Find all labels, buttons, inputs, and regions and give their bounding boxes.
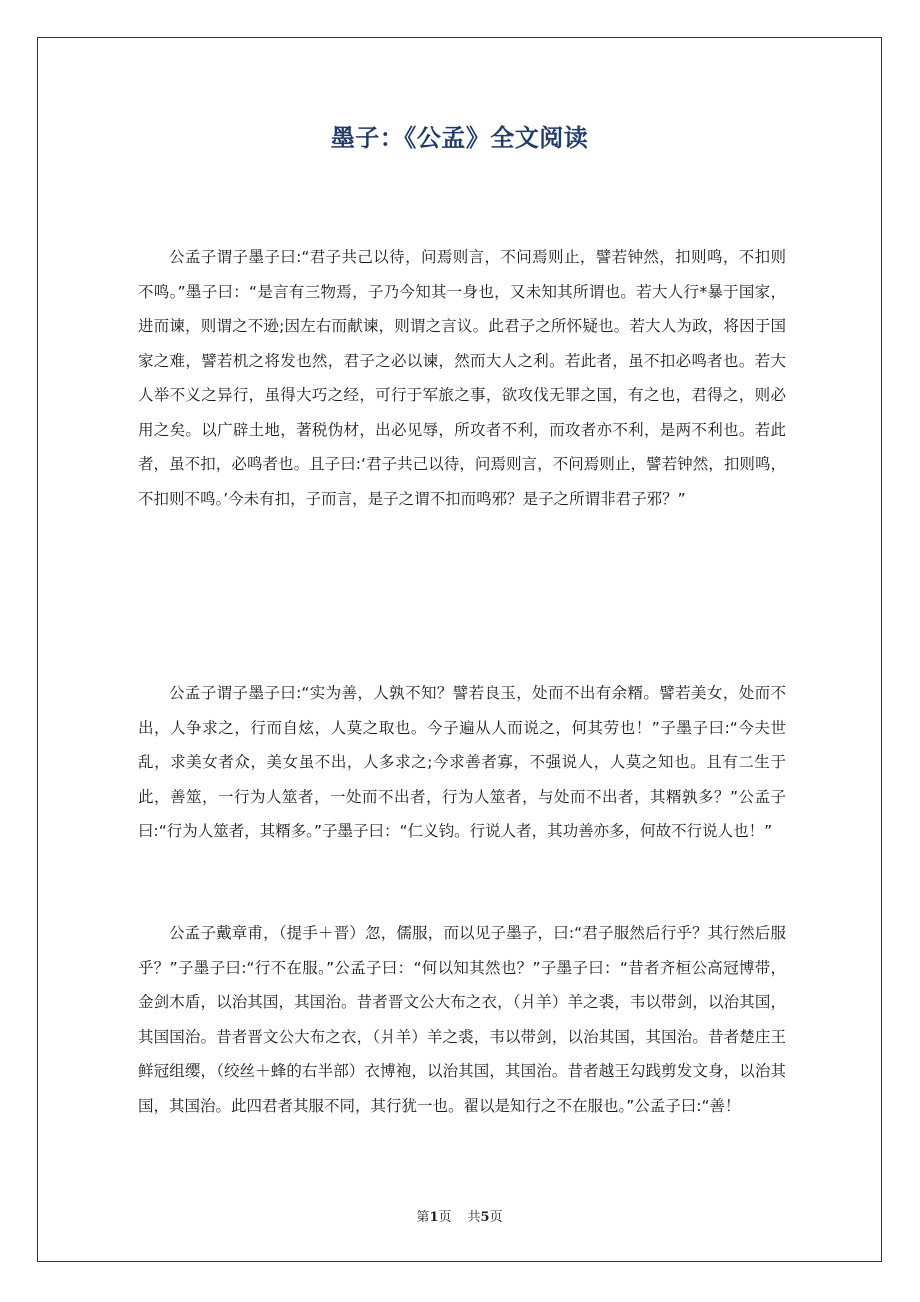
total-label-prefix: 共 <box>467 1210 481 1225</box>
paragraph: 公孟子谓子墨子曰:“君子共己以待，问焉则言，不问焉则止，譬若钟然，扣则鸣，不扣则不鸣。”墨子曰：“是言有三物焉，子乃今知其一身也，又未知其所谓也。若大人行*暴于国家，进而谏，则谓之不逊;因左右而献谏，则谓之言议。此君子之所怀疑也。若大人为政，将因于国家之难，譬若机之将发也然，君子之必以谏，然而大人之利。若此者，虽不扣必鸣者也。若大人举不义之异行，虽得大巧之经，可行于军旅之事，欲攻伐无罪之国，有之也，君得之，则必用之矣。以广辟土地，著税伪材，出必见辱，所攻者不利，而攻者亦不利，是两不利也。若此者，虽不扣，必鸣者也。且子曰:‘君子共己以待，问焉则言，不问焉则止，譬若钟然，扣则鸣，不扣则不鸣。’今未有扣，子而言，是子之谓不扣而鸣邪？是子之所谓非君子邪？” <box>138 248 786 508</box>
paragraph-block-3 <box>138 916 786 1123</box>
total-pages-number: 5 <box>480 1210 490 1225</box>
paragraph: 公孟子谓子墨子曰:“实为善，人孰不知？譬若良玉，处而不出有余糈。譬若美女，处而不出，人争求之，行而自炫，人莫之取也。今子遍从人而说之，何其劳也！”子墨子曰:“今夫世乱，求美女者众，美女虽不出，人多求之;今求善者寡，不强说人，人莫之知也。且有二生于此，善筮，一行为人筮者，一处而不出者，行为人筮者，与处而不出者，其糈孰多？”公孟子曰:“行为人筮者，其糈多。”子墨子曰：“仁义钧。行说人者，其功善亦多，何故不行说人也！” <box>138 684 786 840</box>
total-label-suffix: 页 <box>489 1210 503 1225</box>
document-title: 墨子：《公孟》全文阅读 <box>330 124 589 152</box>
paragraph-block-1 <box>138 240 786 516</box>
paragraph: 公孟子戴章甫，（提手＋晋）忽，儒服，而以见子墨子，曰:“君子服然后行乎？其行然后服乎？”子墨子曰:“行不在服。”公孟子曰：“何以知其然也？”子墨子曰：“昔者齐桓公高冠博带，金剑木盾，以治其国，其国治。昔者晋文公大布之衣，（爿羊）羊之裘，韦以带剑，以治其国，其国国治。昔者晋文公大布之衣，（爿羊）羊之裘，韦以带剑，以治其国，其国治。昔者楚庄王鲜冠组缨，（绞丝＋蜂的右半部）衣博袍，以治其国，其国治。昔者越王勾践剪发文身，以治其国，其国治。此四君者其服不同，其行犹一也。翟以是知行之不在服也。”公孟子曰:“善！ <box>138 924 786 1115</box>
page-label-prefix: 第 <box>416 1210 430 1225</box>
current-page-number: 1 <box>429 1210 439 1225</box>
page-footer <box>37 1206 882 1225</box>
page-label-suffix: 页 <box>438 1210 452 1225</box>
paragraph-block-2 <box>138 676 786 849</box>
